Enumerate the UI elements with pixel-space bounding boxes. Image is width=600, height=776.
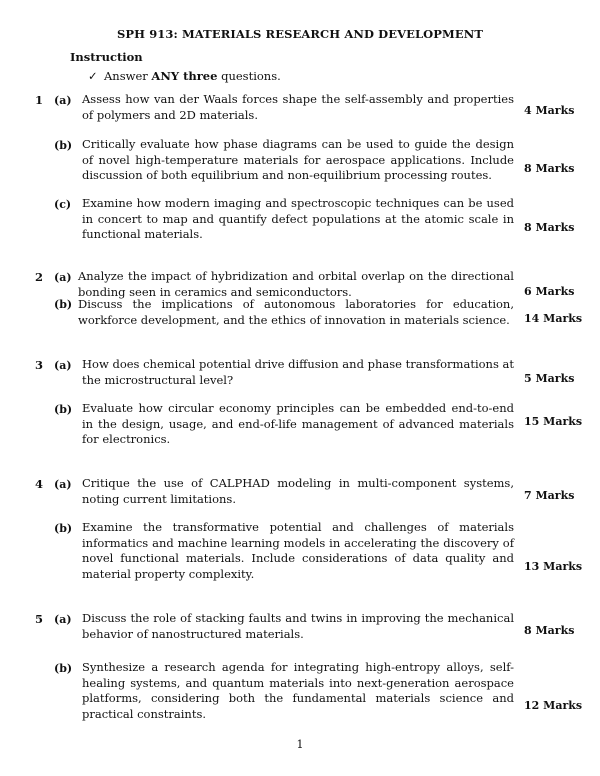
question-3-number: 3 <box>35 358 44 372</box>
question-5-number: 5 <box>35 612 44 626</box>
question-4b-label: (b) <box>54 522 73 535</box>
question-2b-text: Discuss the implications of autonomous laboratories for education, workforce development, and the ethics of innovation in materials science. <box>78 297 514 327</box>
checkmark-icon: ✓ <box>88 69 98 83</box>
question-1c-label: (c) <box>54 198 72 211</box>
instruction-suffix: questions. <box>217 69 281 83</box>
question-2a-marks: 6 Marks <box>524 285 575 298</box>
question-1c-marks: 8 Marks <box>524 221 575 234</box>
question-1-number: 1 <box>35 93 44 107</box>
instruction-heading: Instruction <box>70 50 143 64</box>
question-1b-text: Critically evaluate how phase diagrams can be used to guide the design of novel high-temperature materials for aerospace applications. Include discussion of both equilibrium and non-equilibrium processing routes. <box>82 137 514 182</box>
instruction-prefix: Answer <box>104 69 152 83</box>
question-1a-text: Assess how van der Waals forces shape the self-assembly and properties of polymers and 2D materials. <box>82 92 514 122</box>
question-5a-label: (a) <box>54 613 72 626</box>
question-1a-label: (a) <box>54 94 72 107</box>
page-number: 1 <box>296 738 304 751</box>
question-2a-text: Analyze the impact of hybridization and orbital overlap on the directional bonding seen in ceramics and semiconductors. <box>78 269 514 299</box>
question-3b-label: (b) <box>54 403 73 416</box>
question-2b-marks: 14 Marks <box>524 312 583 325</box>
question-3a-text: How does chemical potential drive diffusion and phase transformations at the microstructural level? <box>82 357 514 387</box>
question-4b-marks: 13 Marks <box>524 560 583 573</box>
question-5a-text: Discuss the role of stacking faults and twins in improving the mechanical behavior of nanostructured materials. <box>82 611 514 641</box>
question-5b-text: Synthesize a research agenda for integrating high-entropy alloys, self-healing systems, and quantum materials into next-generation aerospace platforms, considering both the fundamental materials science and practical constraints. <box>82 660 514 721</box>
question-4a-label: (a) <box>54 478 72 491</box>
question-3b-text: Evaluate how circular economy principles can be embedded end-to-end in the design, usage, and end-of-life management of advanced materials for electronics. <box>82 401 514 446</box>
instruction-line <box>88 69 281 83</box>
question-5b-marks: 12 Marks <box>524 699 583 712</box>
instruction-emphasis: ANY three <box>151 69 218 83</box>
question-2a-label: (a) <box>54 271 72 284</box>
question-4-number: 4 <box>35 477 44 491</box>
question-1a-marks: 4 Marks <box>524 104 575 117</box>
question-1c-text: Examine how modern imaging and spectroscopic techniques can be used in concert to map and quantify defect populations at the atomic scale in functional materials. <box>82 196 514 241</box>
question-4a-marks: 7 Marks <box>524 489 575 502</box>
question-1b-label: (b) <box>54 139 73 152</box>
question-2-number: 2 <box>35 270 44 284</box>
question-3b-marks: 15 Marks <box>524 415 583 428</box>
question-4b-text: Examine the transformative potential and challenges of materials informatics and machine learning models in accelerating the discovery of novel functional materials. Include considerations of data quality and material property complexity. <box>82 520 514 581</box>
exam-title: SPH 913: MATERIALS RESEARCH AND DEVELOPMENT <box>116 27 484 41</box>
question-1b-marks: 8 Marks <box>524 162 575 175</box>
question-5a-marks: 8 Marks <box>524 624 575 637</box>
question-3a-marks: 5 Marks <box>524 372 575 385</box>
question-2b-label: (b) <box>54 298 73 311</box>
question-5b-label: (b) <box>54 662 73 675</box>
question-4a-text: Critique the use of CALPHAD modeling in multi-component systems, noting current limitations. <box>82 476 514 506</box>
question-3a-label: (a) <box>54 359 72 372</box>
